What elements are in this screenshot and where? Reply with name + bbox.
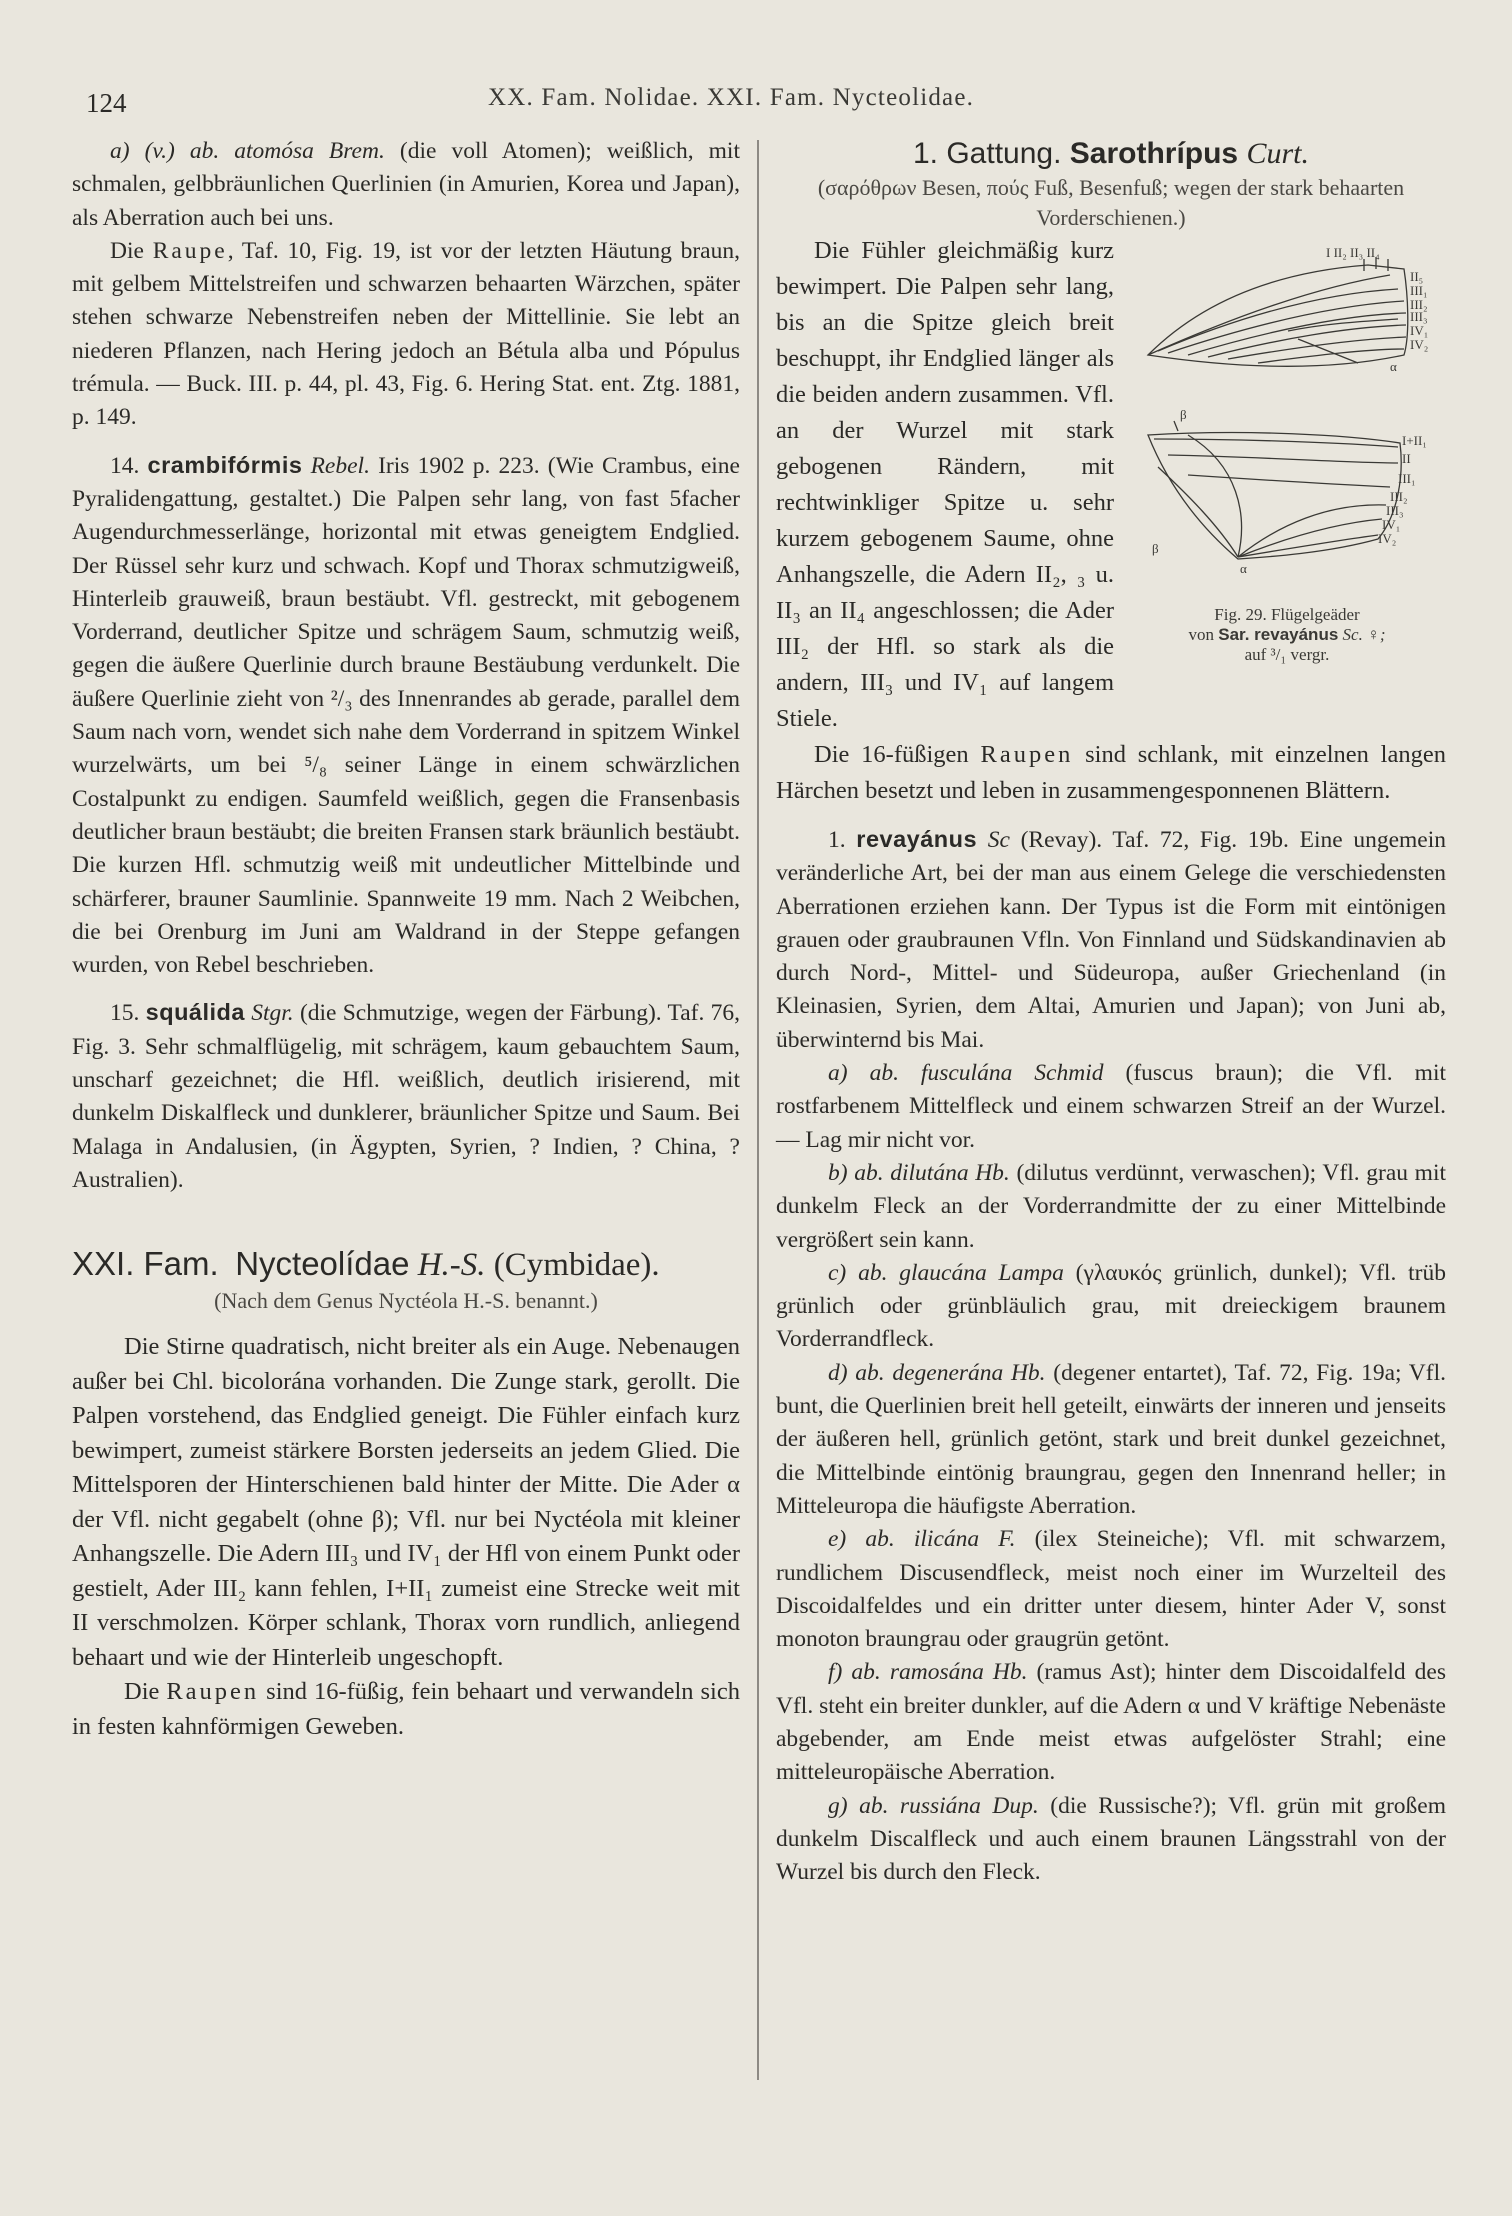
family-raupen-prefix: Die — [124, 1678, 167, 1706]
wing-venation-figure — [1128, 235, 1446, 665]
species-revayanus — [776, 823, 1446, 1057]
aberration-fusculana-text: (fuscus braun); die Vfl. mit rostfarbenem Mittelfleck und einem schwarzen Streif an der Wurzel. — Lag mir nicht vor. — [776, 1060, 1447, 1153]
species-revayanus-author: Sc — [977, 827, 1010, 853]
species-15-name: squálida — [145, 999, 245, 1026]
right-column — [776, 135, 1446, 1890]
aberration-fusculana — [776, 1057, 1446, 1157]
aberration-russiana — [776, 1790, 1446, 1890]
aberration-ramosana-text: (ramus Ast); hinter dem Discoidalfeld des Vfl. steht ein breiter dunkler, auf die Adern α und V kräftige Nebenäste abgebender, am Ende meist etwas aufgelöster Strahl; eine mitteleuropäische Aberration. — [776, 1659, 1446, 1786]
fw-label-alpha: α — [1390, 359, 1397, 374]
page-number: 124 — [86, 88, 127, 118]
species-revayanus-number: 1. — [828, 827, 857, 853]
species-15 — [72, 996, 740, 1197]
family-description: Die Stirne quadratisch, nicht breiter als ein Auge. Nebenaugen außer bei Chl. bicolorána vorhanden. Die Zunge stark, gerollt. Die Palpen vorstehend, das Endglied geneigt. Die Fühler einfach kurz bewimpert, zumeist stärkere Borsten jederseits an jedem Glied. Die Mittelsporen der Hinterschienen bald hinter der Mitte. Die Ader α der Vfl. nicht gegabelt (ohne β); Vfl. nur bei Nyctéola mit kleiner Anhangszelle. Die Adern III₃ und IV₁ der Hfl von einem Punkt oder gestielt, Ader III₂ kann fehlen, I+II₁ zumeist eine Strecke weit mit II verschmolzen. Körper schlank, Thorax vorn rundlich, anliegend behaart und wie der Hinterleib ungeschopft. — [72, 1333, 740, 1671]
hw-label-alpha: α — [1240, 561, 1247, 576]
left-column — [72, 135, 740, 1744]
raupe-text: , Taf. 10, Fig. 19, ist vor der letzten Häutung braun, mit gelbem Mittelstreifen und schwarzen behaarten Wärzchen, später stehen schwarze Nebenstreifen neben der Mittellinie. Sie lebt an niederen Pflanzen, nach Hering jedoch an Bétula alba und Pópulus trémula. — Buck. III. p. 44, pl. 43, Fig. 6. Hering Stat. ent. Ztg. 1881, p. 149. — [72, 237, 740, 431]
species-14-author: Rebel. — [302, 452, 370, 479]
hw-label-i-ii1: I+II₁ — [1402, 433, 1427, 448]
fw-label-iii3: III₃ — [1410, 309, 1428, 324]
hw-label-iii3: III₃ — [1386, 503, 1404, 518]
genus-raupen-text: sind schlank, mit einzelnen langen Härchen besetzt und leben in zusammengesponnenen Blättern. — [776, 741, 1446, 804]
species-14-text: Iris 1902 p. 223. (Wie Crambus, eine Pyralidengattung, gestaltet.) Die Palpen sehr lang, von fast 5facher Augendurchmesserlänge, horizontal mit etwas geneigtem Endglied. Der Rüssel sehr kurz und schwach. Kopf und Thorax schmutzigweiß, Hinterleib grauweiß, braun bestäubt. Vfl. gestreckt, mit gebogenem Vorderrand, deutlicher Spitze und schrägem Saum, schmutzig weiß, gegen die äußere Querlinie durch braune Bestäubung verdunkelt. Die äußere Querlinie zieht von ²/₃ des Innenrandes ab gerade, parallel dem Saum nach vorn, wendet sich nahe dem Vorderrand in spitzem Winkel wurzelwärts, um bei ⁵/₈ seiner Länge in einem schwärzlichen Costalpunkt zu endigen. Saumfeld weißlich, gegen die Fransenbasis deutlicher braun bestäubt; die breiten Fransen stark bräunlich bestäubt. Die kurzen Hfl. schmutzig weiß mit undeutlicher Mittelbinde und schärferer, brauner Saumlinie. Spannweite 19 mm. Nach 2 Weibchen, die bei Orenburg im Juni am Waldrand in der Steppe gefangen wurden, von Rebel beschrieben. — [72, 452, 740, 979]
genus-etymology: (σαρόθρων Besen, πούς Fuß, Besenfuß; wegen der stark behaarten Vorderschienen.) — [817, 175, 1405, 230]
fw-label-iv1: IV₁ — [1410, 323, 1429, 338]
aberration-russiana-label: g) ab. russiána Dup. — [828, 1792, 1039, 1819]
genus-author: Curt. — [1246, 137, 1309, 170]
family-raupen-text: sind 16-füßig, fein behaart und verwandeln sich in festen kahnförmigen Geweben. — [72, 1678, 740, 1740]
genus-raupen — [776, 737, 1446, 809]
species-revayanus-name: revayánus — [856, 826, 978, 852]
genus-description: Die Fühler gleichmäßig kurz bewimpert. Die Palpen sehr lang, bis an die Spitze gleich breit beschuppt, ihr Endglied länger als die beiden andern zusammen. Vfl. an der Wurzel mit stark gebogenen Rändern, mit rechtwinkliger Spitze u. sehr kurzem gebogenem Saume, ohne Anhangszelle, die Adern II₂, ₃ u. II₃ an II₄ angeschlossen; die Ader III₂ der Hfl. so stark als die andern, III₃ und IV₁ auf langem Stiele. — [776, 237, 1114, 732]
genus-raupen-word: Raupen — [980, 741, 1074, 768]
fw-label-ii5: II₅ — [1410, 269, 1424, 284]
fw-label-iii2: III₂ — [1410, 297, 1428, 312]
species-15-number: 15. — [110, 1000, 146, 1027]
aberration-glaucana — [776, 1257, 1446, 1357]
family-label: XXI. Fam. — [72, 1245, 219, 1283]
aberration-dilutana — [776, 1157, 1446, 1257]
aberration-fusculana-label: a) ab. fusculána Schmid — [828, 1060, 1104, 1087]
hw-label-iv2: IV₂ — [1378, 531, 1397, 546]
aberration-dilutana-label: b) ab. dilutána Hb. — [828, 1159, 1010, 1186]
family-heading — [72, 1243, 740, 1286]
fw-label-iii1: III₁ — [1410, 283, 1428, 298]
aberration-ramosana-label: f) ab. ramosána Hb. — [828, 1659, 1028, 1686]
hw-label-beta-bottom: β — [1152, 541, 1159, 556]
figure-caption-prefix: von — [1188, 625, 1219, 644]
column-divider — [757, 140, 759, 2080]
family-subtitle: (Nach dem Genus Nyctéola H.-S. benannt.) — [214, 1288, 598, 1314]
species-14-name: crambifórmis — [147, 451, 303, 478]
family-author: H.-S. — [417, 1247, 486, 1284]
species-15-text: (die Schmutzige, wegen der Färbung). Taf. 76, Fig. 3. Sehr schmalflügelig, mit schrägem, kaum gebauchtem Saum, unscharf gezeichnet; die Hfl. weißlich, deutlich irisierend, mit dunkelm Diskalfleck und dunklerer, bräunlicher Spitze und Saum. Bei Malaga in Andalusien, (in Ägypten, Syrien, ? Indien, ? China, ? Australien). — [72, 1000, 740, 1193]
aberration-ilicana-label: e) ab. ilicána F. — [828, 1526, 1016, 1553]
running-title: XX. Fam. Nolidae. XXI. Fam. Nycteolidae. — [488, 84, 975, 111]
species-14-number: 14. — [110, 452, 148, 479]
family-synonym: (Cymbidae). — [493, 1247, 660, 1284]
family-raupen — [72, 1675, 740, 1744]
wing-venation-drawing — [1128, 235, 1446, 605]
aberration-ramosana — [776, 1656, 1446, 1789]
species-14 — [72, 449, 740, 983]
aberration-ilicana — [776, 1523, 1446, 1656]
aberration-glaucana-label: c) ab. glaucána Lampa — [828, 1259, 1064, 1286]
aberration-dilutana-text: (dilutus verdünnt, verwaschen); Vfl. grau mit dunkelm Fleck an der Vorderrandmitte der zu einer Mittelbinde vergrößert sein kann. — [776, 1159, 1447, 1253]
figure-caption-author: Sc. ♀; — [1338, 625, 1386, 644]
figure-caption-line-2 — [1128, 625, 1446, 645]
aberration-atomosa — [72, 135, 740, 235]
species-15-author: Stgr. — [244, 1000, 294, 1027]
genus-label: 1. Gattung. — [912, 137, 1062, 170]
figure-caption-line-3: auf ³/₁ vergr. — [1244, 645, 1330, 664]
hw-label-iv1: IV₁ — [1382, 517, 1401, 532]
hw-label-iii1: III₁ — [1398, 471, 1416, 486]
figure-caption-line-1: Fig. 29. Flügelgeäder — [1214, 605, 1360, 624]
family-raupen-word: Raupen — [166, 1678, 260, 1706]
aberration-degenerana-label: d) ab. degenerána Hb. — [828, 1359, 1046, 1386]
aberration-degenerana-text: (degener entartet), Taf. 72, Fig. 19a; Vfl. bunt, die Querlinien breit hell geteilt, einwärts der inneren und jenseits der äußeren hell, grünlich getönt, stark und breit dunkel gezeichnet, die Mittelbinde eintönig braungrau, gegen den Innenrand heller; in Mitteleuropa die häufigste Aberration. — [776, 1359, 1446, 1519]
aberration-ilicana-text: (ilex Steineiche); Vfl. mit schwarzem, rundlichem Discusendfleck, meist noch einer im Wurzelteil des Discoidalfeldes und ein dritter unter diesem, hinter Ader V, sonst monoton braungrau oder graugrün getönt. — [776, 1526, 1446, 1653]
hw-label-iii2: III₂ — [1390, 489, 1408, 504]
genus-name: Sarothrípus — [1069, 137, 1239, 170]
fw-label-top: I II₂ II₃ II₄ — [1326, 245, 1380, 260]
genus-heading — [776, 135, 1446, 173]
family-name: Nycteolídae — [235, 1245, 410, 1283]
aberration-degenerana — [776, 1357, 1446, 1523]
aberration-glaucana-text: (γλαυκός grünlich, dunkel); Vfl. trüb grünlich oder grünbläulich grau, mit dreieckigem braunem Vorderrandfleck. — [776, 1259, 1446, 1353]
figure-caption — [1128, 605, 1446, 665]
hw-label-beta-top: β — [1180, 407, 1187, 422]
raupe-paragraph — [72, 235, 740, 435]
raupe-word: Raupe — [152, 237, 228, 264]
raupe-prefix: Die — [110, 237, 153, 264]
figure-caption-species: Sar. revayánus — [1218, 625, 1339, 644]
aberration-atomosa-text: (die voll Atomen); weißlich, mit schmalen, gelbbräunlichen Querlinien (in Amurien, Korea und Japan), als Aberration auch bei uns. — [72, 138, 740, 231]
fw-label-iv2: IV₂ — [1410, 337, 1429, 352]
aberration-atomosa-label: a) (v.) ab. atomósa Brem. — [110, 138, 385, 164]
hw-label-ii: II — [1402, 451, 1411, 466]
aberration-russiana-text: (die Russische?); Vfl. grün mit großem dunkelm Discalfleck und auch einem braunen Längsstrahl von der Wurzel bis durch den Fleck. — [776, 1792, 1447, 1886]
genus-raupen-prefix: Die 16-füßigen — [814, 741, 981, 768]
species-revayanus-text: (Revay). Taf. 72, Fig. 19b. Eine ungemein veränderliche Art, bei der man aus einem Gelege die verschiedensten Aberrationen erziehen kann. Der Typus ist die Form mit eintönigen grauen oder graubraunen Vfln. Von Finnland und Südskandinavien ab durch Nord-, Mittel- und Südeuropa, außer Griechenland (in Kleinasien, Syrien, dem Altai, Amurien und Japan); von Juni ab, überwinternd bis Mai. — [776, 827, 1446, 1053]
